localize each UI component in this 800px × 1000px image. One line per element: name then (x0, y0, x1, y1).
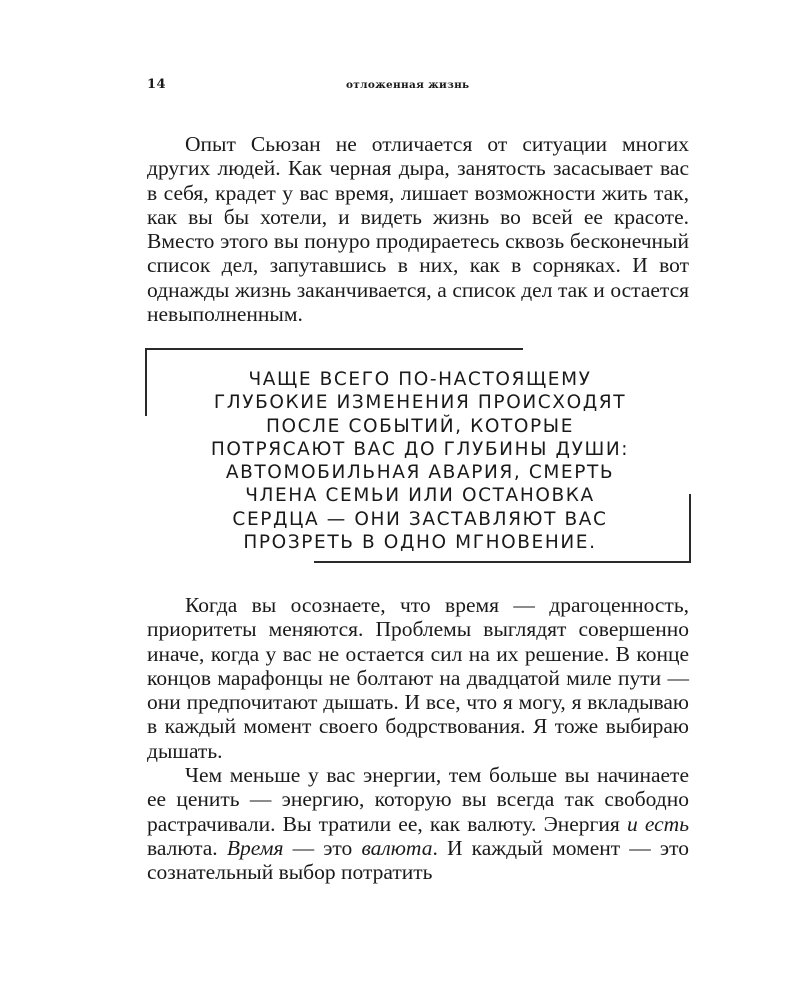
paragraph-text: Чем меньше у вас энергии, тем больше вы начинаете ее ценить — энергию, которую вы всегда так свободно растрачивали. Вы тратили ее, как валюту. Энергия (147, 763, 689, 836)
paragraph-text: — это (283, 835, 362, 860)
pull-quote-frame-bottom (314, 561, 691, 563)
pull-quote-line: ПОСЛЕ СОБЫТИЙ, КОТОРЫЕ (265, 415, 575, 437)
body-paragraph-3 (147, 763, 689, 884)
pull-quote-frame-right (689, 494, 691, 563)
pull-quote (160, 368, 680, 554)
pull-quote-frame-top (145, 348, 523, 350)
emphasis-text: и есть (626, 811, 689, 836)
page-number: 14 (147, 77, 167, 92)
body-text-block-2 (147, 593, 689, 885)
pull-quote-line: ЧАЩЕ ВСЕГО ПО-НАСТОЯЩЕМУ (248, 369, 592, 390)
pull-quote-line: ГЛУБОКИЕ ИЗМЕНЕНИЯ ПРОИСХОДЯТ (213, 392, 627, 414)
pull-quote-line: ПОТРЯСАЮТ ВАС ДО ГЛУБИНЫ ДУШИ: (210, 438, 630, 460)
body-paragraph-1 (147, 132, 689, 326)
pull-quote-line: АВТОМОБИЛЬНАЯ АВАРИЯ, СМЕРТЬ (225, 462, 615, 484)
emphasis-text: валюта (361, 835, 433, 860)
pull-quote-line: ЧЛЕНА СЕМЬИ ИЛИ ОСТАНОВКА (245, 485, 595, 507)
pull-quote-line: ПРОЗРЕТЬ В ОДНО МГНОВЕНИЕ. (243, 532, 597, 554)
paragraph-text: валюта. (147, 835, 227, 860)
running-title: отложенная жизнь (346, 79, 470, 91)
pull-quote-frame-left (145, 348, 147, 416)
emphasis-text: Время (226, 835, 284, 860)
pull-quote-line: СЕРДЦА — ОНИ ЗАСТАВЛЯЮТ ВАС (232, 508, 608, 530)
paragraph-text: Опыт Сьюзан не отличается от ситуации многих других людей. Как черная дыра, занятость засасывает вас в себя, крадет у вас время, лишает возможности жить так, как вы бы хотели, и видеть жизнь во всей ее красоте. Вместо этого вы понуро продираетесь сквозь бесконечный список дел, запутавшись в них, как в сорняках. И вот однажды жизнь заканчивается, а список дел так и остается невыполненным. (147, 132, 689, 327)
body-paragraph-2: Когда вы осознаете, что время — драгоценность, приоритеты меняются. Проблемы выглядят совершенно иначе, когда у вас не остается сил на их решение. В конце концов марафонцы не болтают на двадцатой миле пути — они предпочитают дышать. И все, что я могу, я вкладываю в каждый момент своего бодрствования. Я тоже выбираю дышать. (147, 593, 689, 763)
paragraph-text: . И каждый момент — это сознательный выбор потратить (147, 835, 690, 885)
